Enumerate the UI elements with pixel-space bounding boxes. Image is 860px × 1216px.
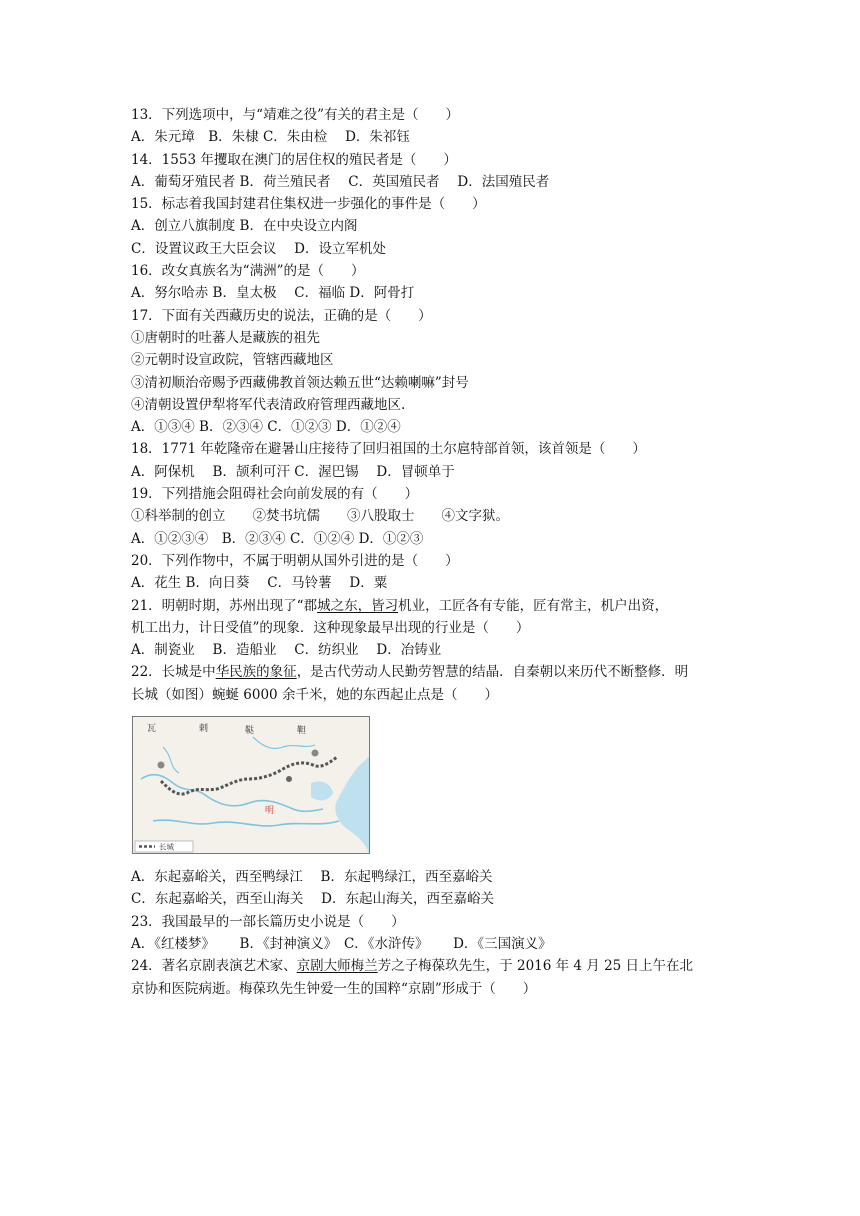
question-16-stem: 16．改女真族名为“满洲”的是（ ） xyxy=(131,263,365,280)
question-21-text-a: 21．明朝时期，苏州出现了“郡 xyxy=(131,597,318,614)
question-13-stem: 13．下列选项中，与“靖难之役”有关的君主是（ ） xyxy=(131,107,459,123)
question-22-text-a: 22．长城是中 xyxy=(131,664,216,681)
great-wall-map-svg xyxy=(133,717,369,853)
map-label-dan: 靼 xyxy=(297,726,307,737)
question-22-text-b: ，是古代劳动人民勤劳智慧的结晶．自秦朝以来历代不断整修．明 xyxy=(296,664,689,681)
question-24-stem-line-2: 京协和医院病逝。梅葆玖先生钟爱一生的国粹“京剧”形成于（ ） xyxy=(131,980,537,997)
question-15-options-ab: A．创立八旗制度 B．在中央设立内阁 xyxy=(131,218,358,235)
question-24-text-a: 24．著名京剧表演艺术家、 xyxy=(131,958,297,975)
question-17-options: A．①③④ B．②③④ C．①②③ D．①②④ xyxy=(131,419,401,436)
map-label-da: 鞑 xyxy=(245,726,255,737)
question-17-statement-3: ③清初顺治帝赐予西藏佛教首领达赖五世“达赖喇嘛”封号 xyxy=(131,374,469,391)
question-21-underlined: 城之东，皆习 xyxy=(317,597,399,614)
question-14-options: A．葡萄牙殖民者 B．荷兰殖民者 C．英国殖民者 D．法国殖民者 xyxy=(131,173,550,190)
question-23-stem: 23．我国最早的一部长篇历史小说是（ ） xyxy=(131,913,405,930)
capital-marker-icon xyxy=(286,776,292,782)
question-22-options-cd: C．东起嘉峪关，西至山海关 D．东起山海关，西至嘉峪关 xyxy=(131,891,494,908)
question-18-options: A．阿保机 B．颉利可汗 C．渥巴锡 D．冒顿单于 xyxy=(131,463,455,480)
question-22-stem-line-2: 长城（如图）蜿蜒 6000 余千米，她的东西起止点是（ ） xyxy=(131,686,498,703)
question-19-statements: ①科举制的创立 ②焚书坑儒 ③八股取士 ④文字狱。 xyxy=(131,508,509,525)
question-17-statement-1: ①唐朝时的吐蕃人是藏族的祖先 xyxy=(131,329,320,346)
question-24-text-b: 芳之子梅葆玖先生，于 2016 年 4 月 25 日上午在北 xyxy=(377,958,694,975)
map-label-ming: 明 xyxy=(265,806,275,817)
question-21-stem-line-2: 机工出力，计日受值”的现象．这种现象最早出现的行业是（ ） xyxy=(131,619,530,636)
question-17-statement-2: ②元朝时设宣政院，管辖西藏地区 xyxy=(131,352,334,369)
question-16-options: A．努尔哈赤 B．皇太极 C．福临 D．阿骨打 xyxy=(131,285,415,302)
map-label-wa: 瓦 xyxy=(147,724,157,735)
great-wall-map xyxy=(132,716,370,854)
question-23-options: A．《红楼梦》 B．《封神演义》 C．《水浒传》 D．《三国演义》 xyxy=(131,935,552,952)
question-19-options: A．①②③④ B．②③④ C．①②④ D．①②③ xyxy=(131,530,424,547)
question-17-stem: 17．下面有关西藏历史的说法，正确的是（ ） xyxy=(131,307,432,324)
question-22-options-ab: A．东起嘉峪关，西至鸭绿江 B．东起鸭绿江，西至嘉峪关 xyxy=(131,869,493,886)
question-24-underlined: 京剧大师梅兰 xyxy=(296,958,378,975)
question-18-stem: 18．1771 年乾隆帝在避暑山庄接待了回归祖国的土尔扈特部首领，该首领是（ ） xyxy=(131,441,646,458)
question-21-text-b: 机业，工匠各有专能，匠有常主，机户出资， xyxy=(398,597,669,614)
question-20-options: A．花生 B．向日葵 C．马铃薯 D．粟 xyxy=(131,575,388,592)
map-label-la: 剌 xyxy=(199,724,209,735)
question-24-stem-line-1 xyxy=(131,955,751,977)
question-17-statement-4: ④清朝设置伊犁将军代表清政府管理西藏地区. xyxy=(131,396,406,413)
question-22-underlined: 华民族的象征 xyxy=(215,664,297,681)
jiayuguan-marker-icon xyxy=(158,762,165,769)
question-21-options: A．制瓷业 B．造船业 C．纺织业 D．冶铸业 xyxy=(131,642,442,659)
question-14-stem: 14．1553 年攫取在澳门的居住权的殖民者是（ ） xyxy=(131,151,457,168)
question-19-stem: 19．下列措施会阻碍社会向前发展的有（ ） xyxy=(131,486,419,503)
question-20-stem: 20．下列作物中，不属于明朝从国外引进的是（ ） xyxy=(131,552,459,569)
question-13-options: A．朱元璋 B．朱棣 C．朱由检 D．朱祁钰 xyxy=(131,129,410,146)
shanhaiguan-marker-icon xyxy=(312,750,319,757)
question-list xyxy=(131,104,751,1000)
question-15-options-cd: C．设置议政王大臣会议 D．设立军机处 xyxy=(131,240,386,257)
question-22-stem-line-1 xyxy=(131,661,751,683)
question-15-stem: 15．标志着我国封建君住集权进一步强化的事件是（ ） xyxy=(131,196,486,213)
question-21-stem-line-1 xyxy=(131,595,751,617)
map-legend-label: 长城 xyxy=(159,842,174,852)
